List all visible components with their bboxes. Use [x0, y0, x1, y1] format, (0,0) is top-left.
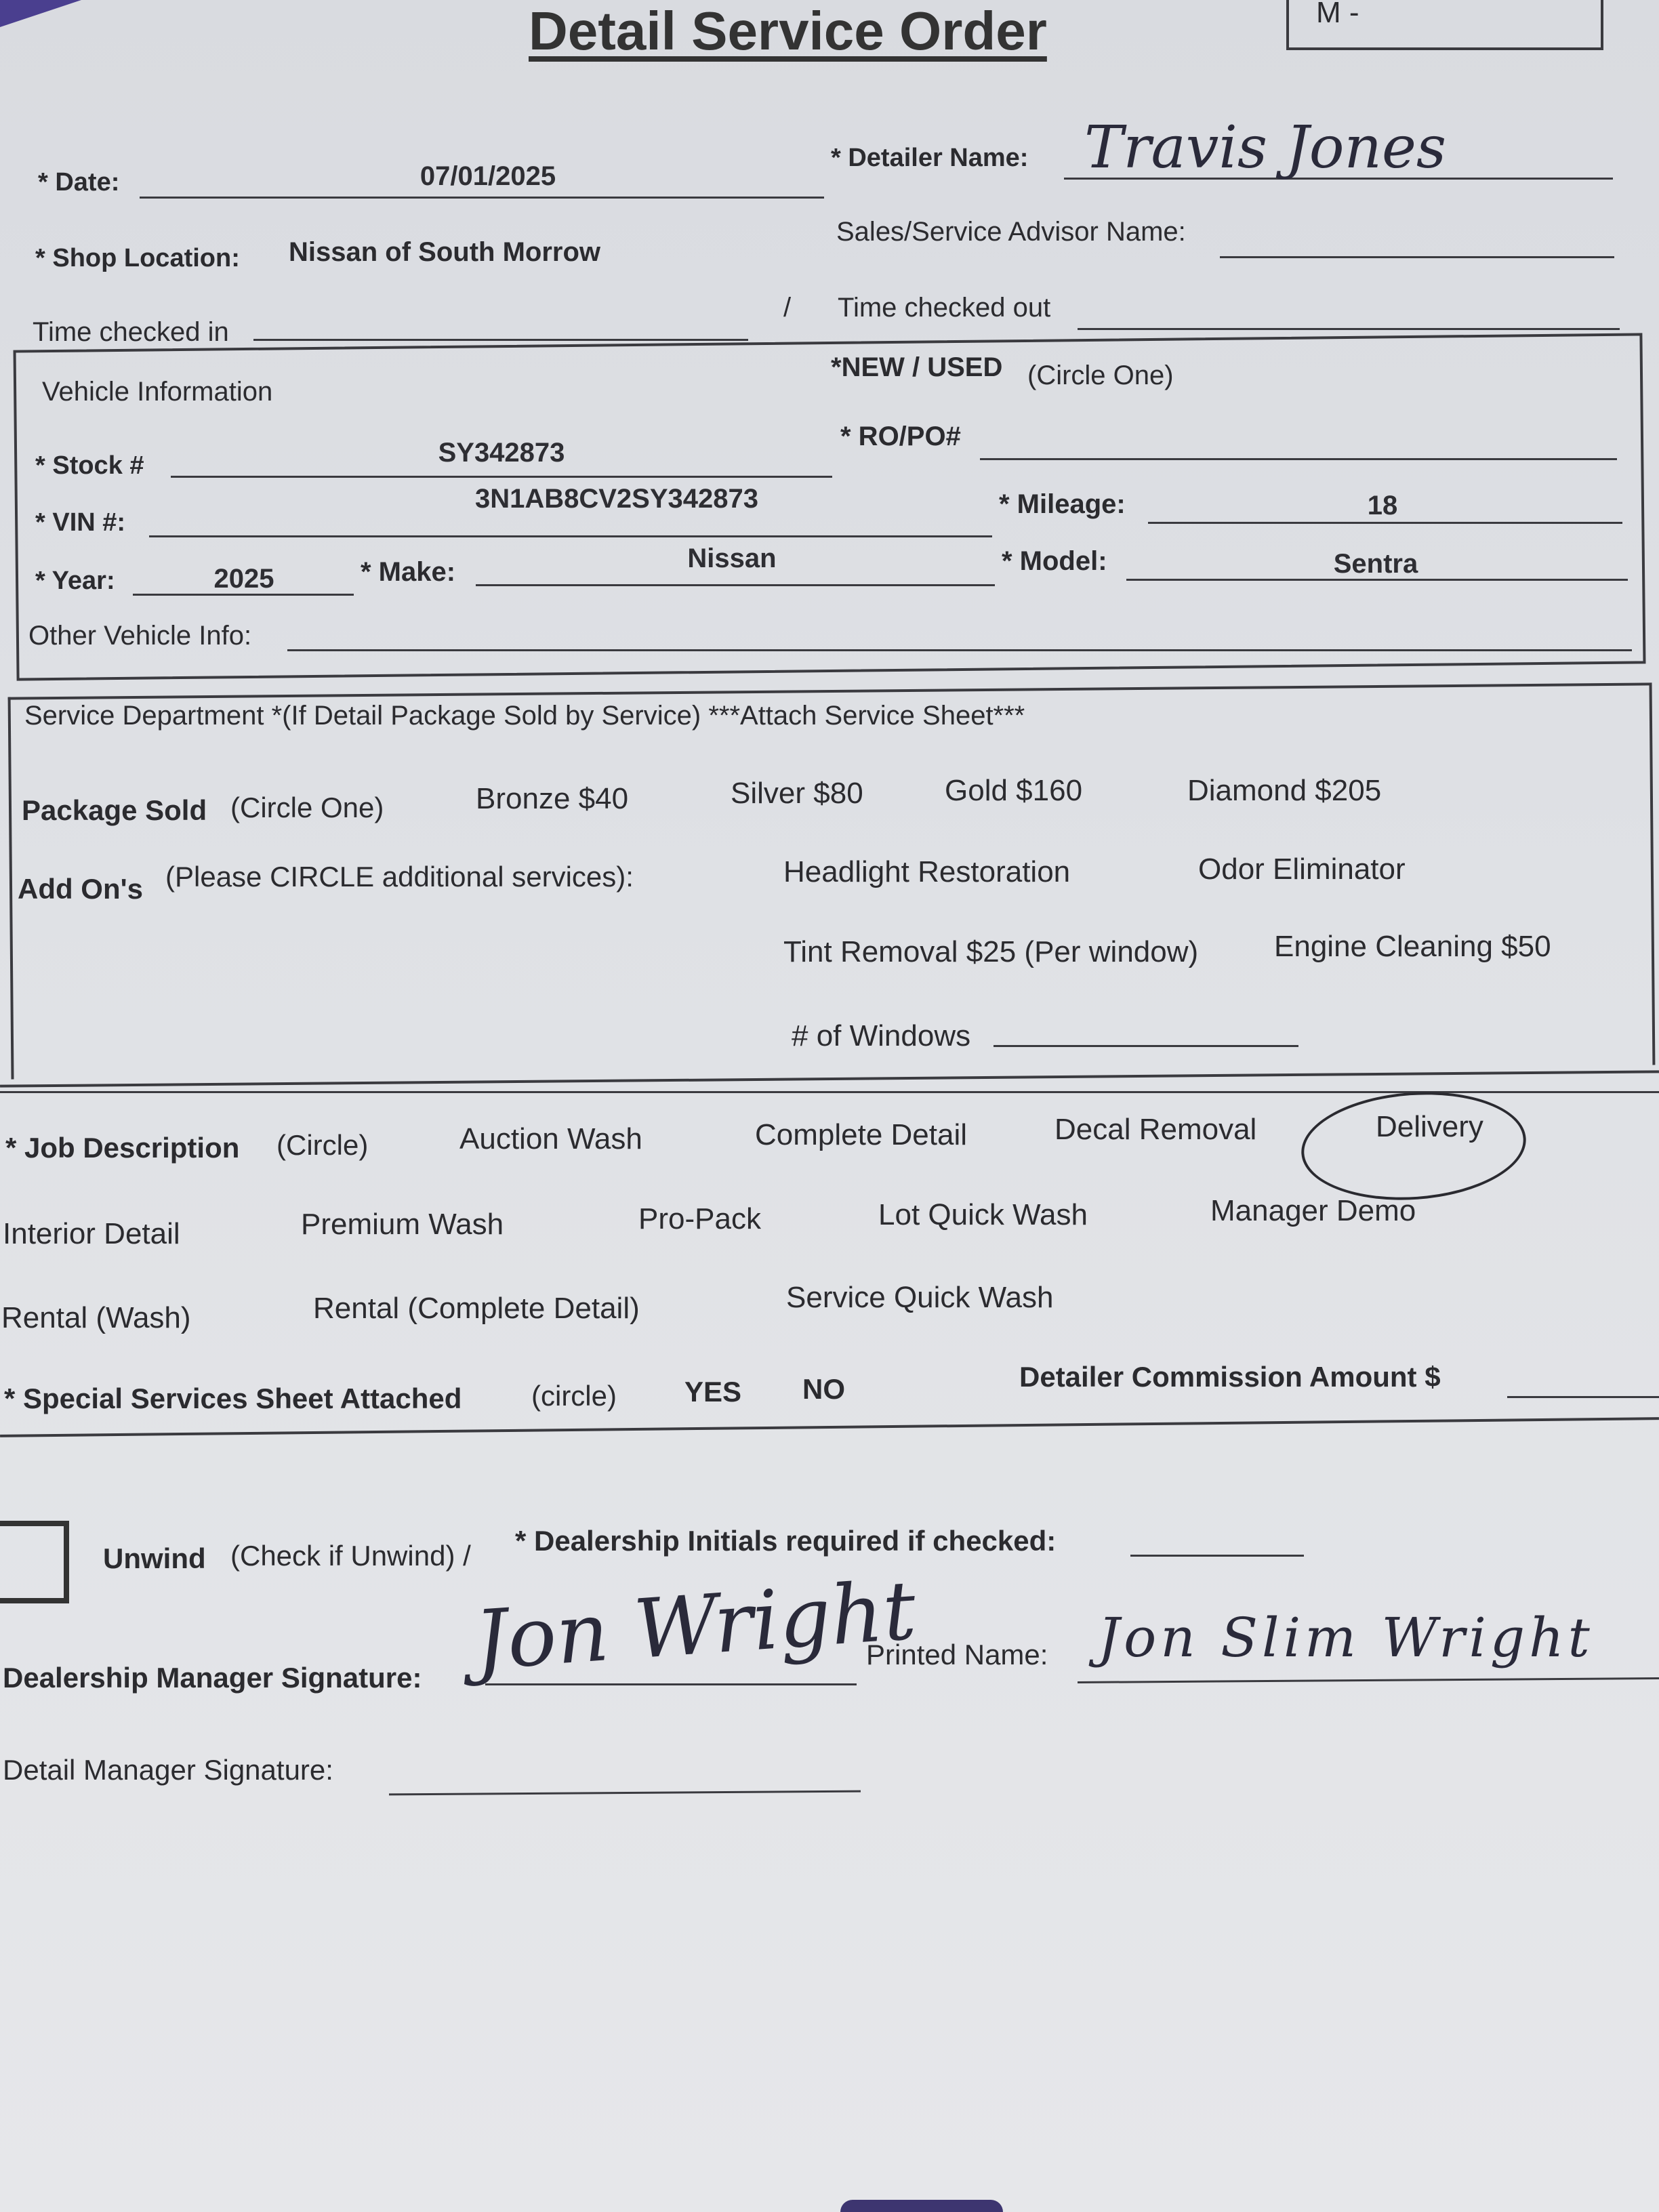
ro-po-line[interactable] [980, 458, 1617, 460]
addons-hint: (Please CIRCLE additional services): [165, 861, 634, 893]
shop-value[interactable]: Nissan of South Morrow [289, 237, 600, 267]
background-corner [0, 0, 81, 27]
stock-value[interactable]: SY342873 [438, 438, 565, 468]
job-pro-pack[interactable]: Pro-Pack [638, 1202, 761, 1235]
printed-name-label: Printed Name: [866, 1639, 1048, 1671]
package-gold[interactable]: Gold $160 [945, 774, 1083, 807]
time-out-label: Time checked out [838, 293, 1051, 323]
other-vehicle-info-label: Other Vehicle Info: [28, 621, 252, 651]
addon-odor-eliminator[interactable]: Odor Eliminator [1198, 853, 1406, 886]
unwind-hint: (Check if Unwind) / [230, 1540, 471, 1572]
commission-line[interactable] [1507, 1396, 1659, 1398]
time-in-label: Time checked in [33, 317, 229, 347]
make-value[interactable]: Nissan [687, 544, 777, 573]
job-complete-detail[interactable]: Complete Detail [755, 1118, 968, 1151]
date-value[interactable]: 07/01/2025 [419, 161, 556, 191]
job-service-quick-wash[interactable]: Service Quick Wash [786, 1281, 1054, 1314]
make-line [476, 584, 995, 586]
make-label: * Make: [361, 557, 456, 587]
job-interior-detail[interactable]: Interior Detail [3, 1217, 180, 1250]
printed-name-line [1078, 1677, 1659, 1683]
background-strip [840, 2200, 1003, 2212]
detail-manager-signature-line[interactable] [389, 1790, 861, 1796]
new-used-hint: (Circle One) [1027, 361, 1174, 390]
delivery-circle-mark [1298, 1085, 1530, 1208]
m-number-label: M - [1316, 0, 1359, 29]
stock-label: * Stock # [35, 451, 144, 480]
vin-value[interactable]: 3N1AB8CV2SY342873 [474, 484, 759, 514]
job-manager-demo[interactable]: Manager Demo [1210, 1194, 1416, 1227]
form-title: Detail Service Order [529, 1, 1047, 61]
advisor-label: Sales/Service Advisor Name: [836, 217, 1186, 247]
vin-line [149, 535, 992, 537]
job-rental-complete-detail[interactable]: Rental (Complete Detail) [313, 1292, 640, 1325]
addon-tint-removal[interactable]: Tint Removal $25 (Per window) [783, 935, 1199, 968]
package-label: Package Sold [22, 794, 207, 826]
special-services-label: * Special Services Sheet Attached [4, 1382, 462, 1414]
m-number-box[interactable] [1286, 0, 1603, 50]
detailer-handwriting[interactable]: Travis Jones [1084, 114, 1446, 182]
ro-po-label: * RO/PO# [840, 422, 961, 451]
job-premium-wash[interactable]: Premium Wash [301, 1208, 504, 1241]
mileage-label: * Mileage: [999, 489, 1126, 519]
addon-headlight-restoration[interactable]: Headlight Restoration [783, 855, 1071, 888]
package-bronze[interactable]: Bronze $40 [476, 782, 629, 815]
mileage-value[interactable]: 18 [1367, 491, 1398, 520]
package-diamond[interactable]: Diamond $205 [1187, 774, 1382, 807]
special-services-hint: (circle) [531, 1380, 617, 1412]
addon-engine-cleaning[interactable]: Engine Cleaning $50 [1274, 930, 1551, 963]
year-value[interactable]: 2025 [213, 564, 274, 594]
time-separator: / [783, 293, 792, 323]
vin-label: * VIN #: [35, 508, 126, 537]
job-description-label: * Job Description [5, 1132, 240, 1164]
vehicle-section-label: Vehicle Information [42, 377, 273, 407]
mileage-line [1148, 522, 1622, 524]
unwind-label: Unwind [103, 1542, 206, 1574]
package-silver[interactable]: Silver $80 [731, 777, 863, 810]
commission-label: Detailer Commission Amount $ [1019, 1361, 1441, 1393]
manager-signature-handwriting[interactable]: Jon Wright [471, 1563, 919, 1689]
detail-manager-signature-label: Detail Manager Signature: [3, 1754, 333, 1786]
special-no[interactable]: NO [802, 1373, 845, 1405]
initials-line[interactable] [1130, 1555, 1304, 1557]
addons-label: Add On's [18, 873, 143, 905]
stock-line [171, 476, 832, 478]
unwind-checkbox[interactable] [0, 1521, 69, 1603]
job-delivery[interactable]: Delivery [1376, 1110, 1483, 1143]
year-label: * Year: [35, 567, 115, 595]
windows-line[interactable] [994, 1045, 1298, 1047]
windows-label: # of Windows [792, 1019, 971, 1052]
detailer-label: * Detailer Name: [831, 144, 1029, 172]
job-decal-removal[interactable]: Decal Removal [1054, 1113, 1257, 1146]
divider-3 [0, 1417, 1659, 1437]
advisor-line[interactable] [1220, 256, 1614, 258]
job-auction-wash[interactable]: Auction Wash [459, 1122, 642, 1155]
printed-name-handwriting[interactable]: Jon Slim Wright [1098, 1606, 1594, 1669]
model-label: * Model: [1002, 546, 1107, 576]
new-used-label[interactable]: *NEW / USED [831, 352, 1003, 382]
service-heading: Service Department *(If Detail Package Sold by Service) ***Attach Service Sheet*** [24, 701, 1025, 731]
special-yes[interactable]: YES [684, 1376, 742, 1408]
job-rental-wash[interactable]: Rental (Wash) [1, 1301, 191, 1334]
job-description-hint: (Circle) [276, 1129, 369, 1161]
job-lot-quick-wash[interactable]: Lot Quick Wash [878, 1198, 1088, 1231]
shop-label: * Shop Location: [35, 244, 240, 272]
time-in-line[interactable] [253, 339, 748, 341]
date-line [140, 197, 824, 199]
package-hint: (Circle One) [230, 792, 384, 823]
time-out-line[interactable] [1078, 328, 1620, 330]
other-vehicle-info-line[interactable] [287, 649, 1632, 651]
manager-signature-label: Dealership Manager Signature: [3, 1662, 422, 1694]
initials-label: * Dealership Initials required if checked: [515, 1525, 1057, 1557]
date-label: * Date: [38, 168, 120, 197]
model-value[interactable]: Sentra [1333, 549, 1418, 579]
